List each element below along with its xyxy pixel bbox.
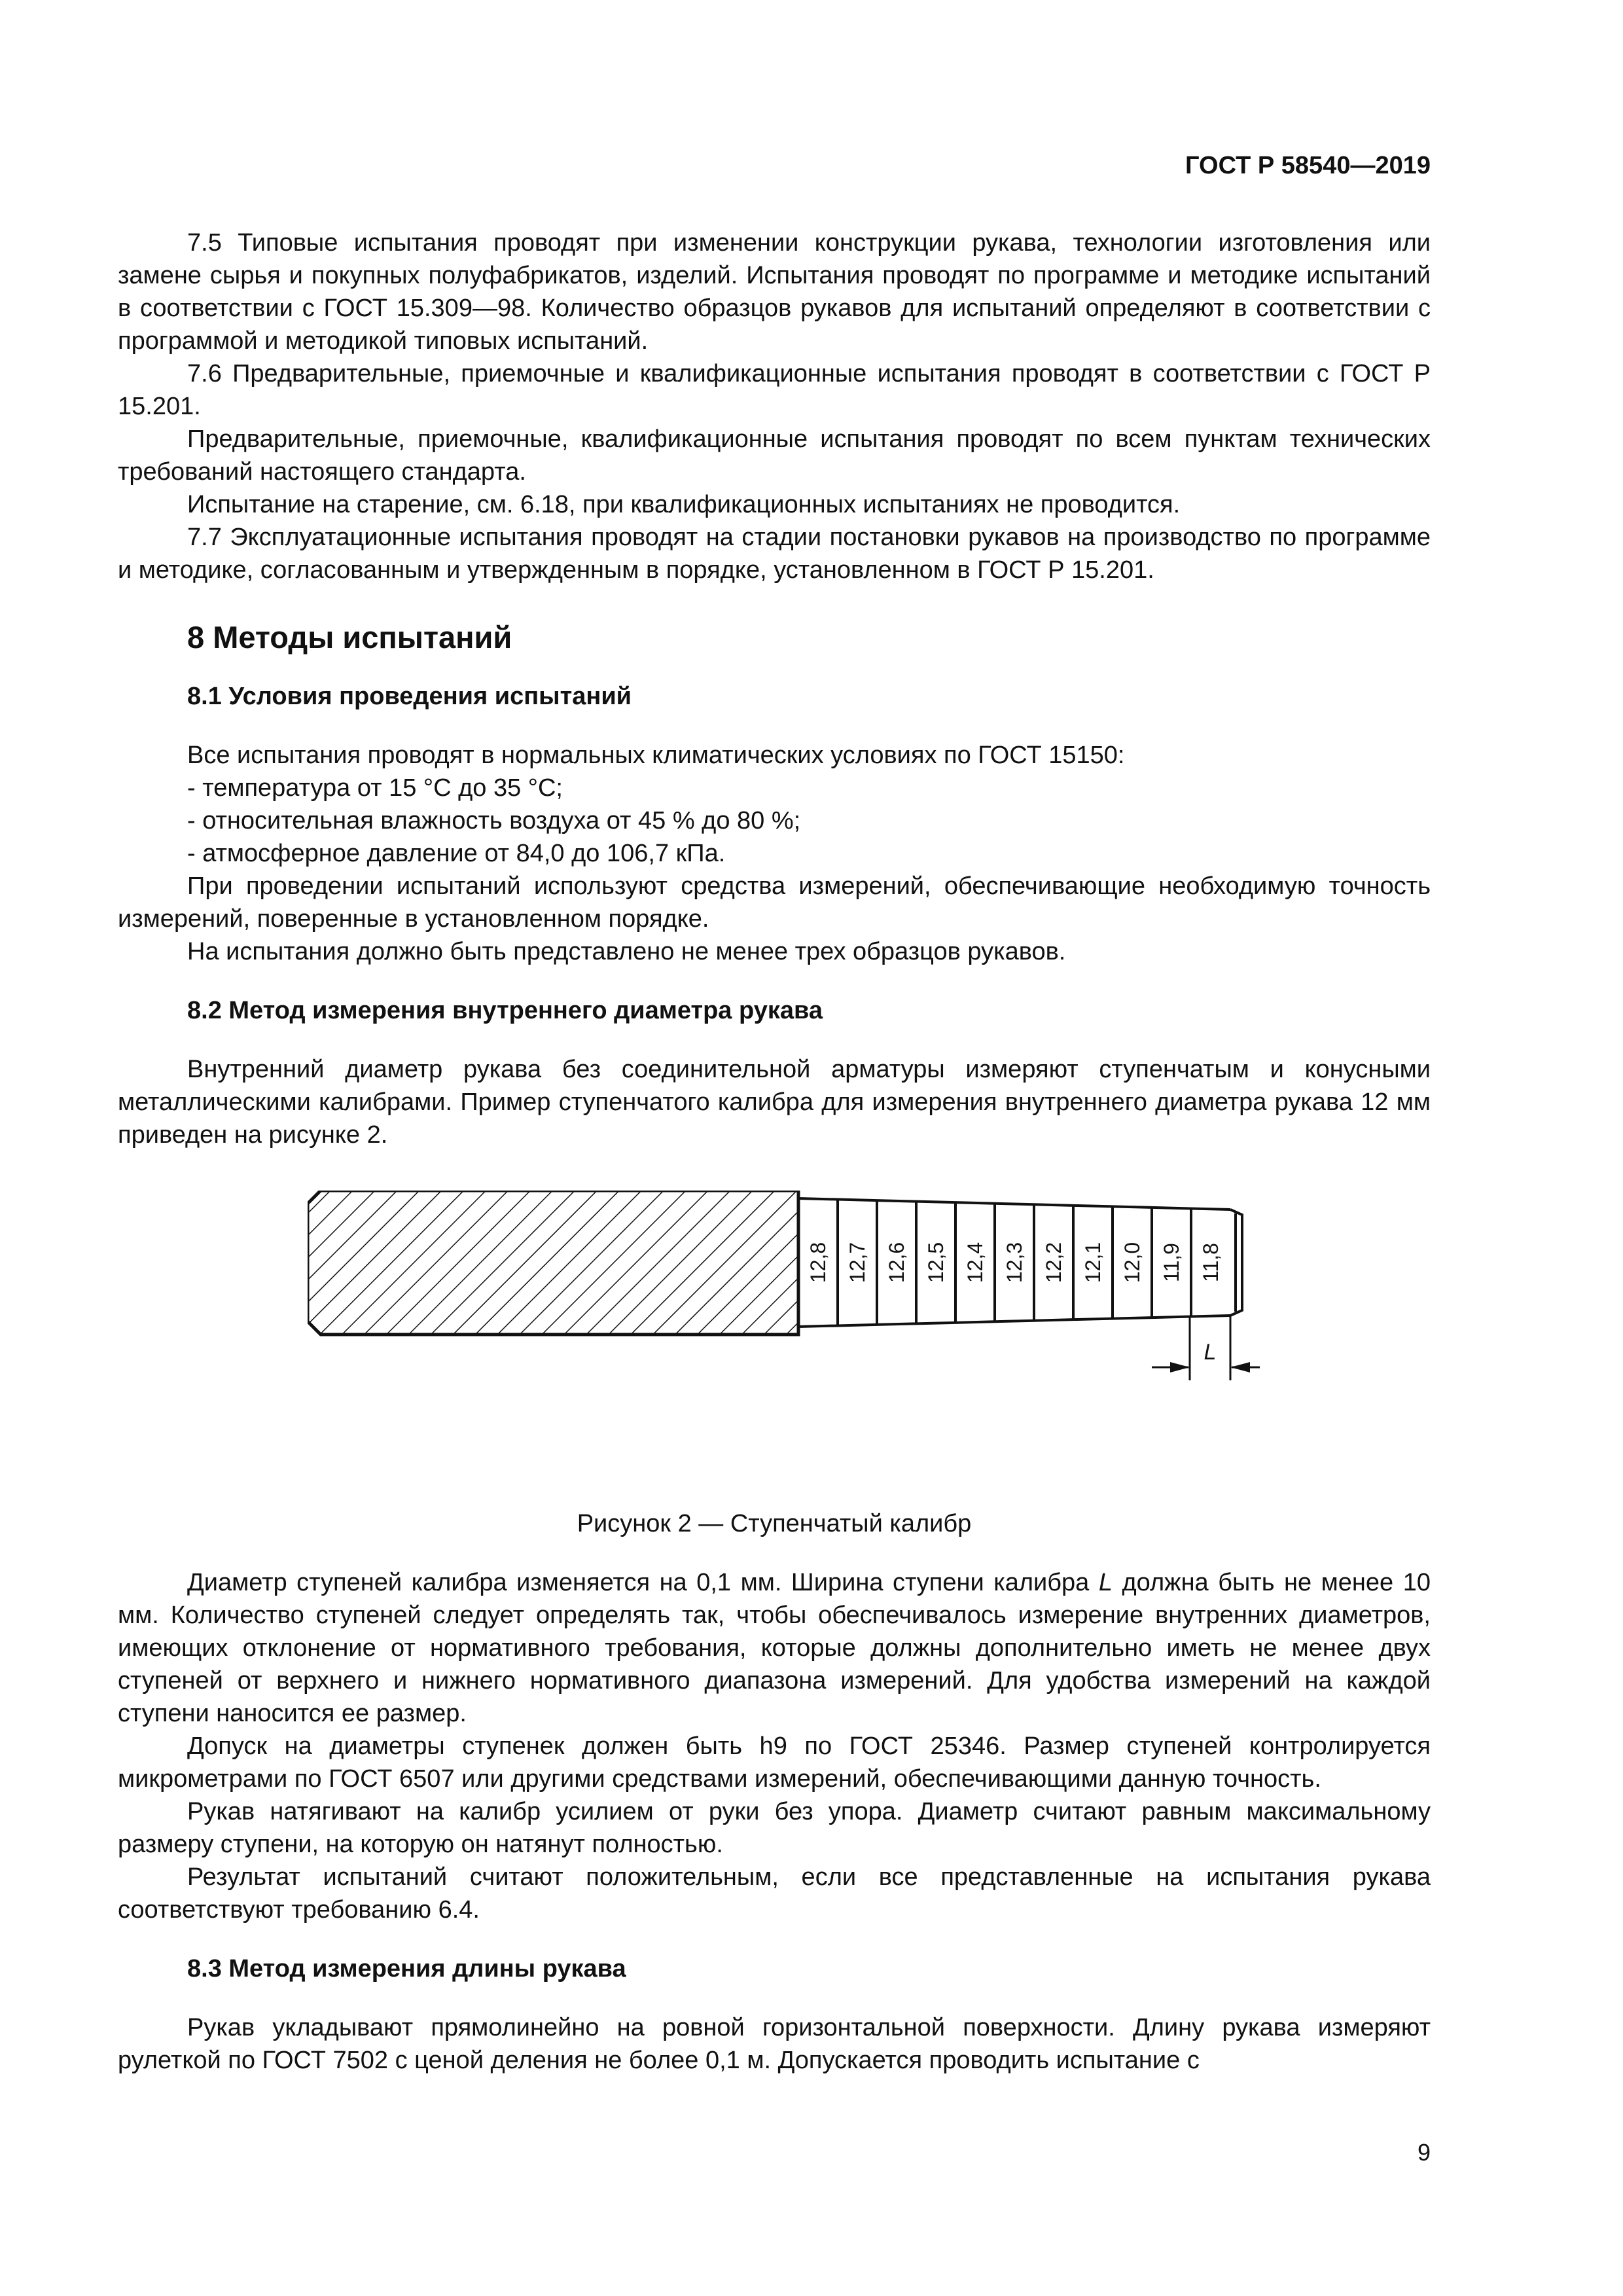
step-label: 12,4 <box>963 1242 987 1283</box>
step-label: 11,9 <box>1160 1243 1183 1282</box>
step-edge-bottom <box>838 1325 877 1326</box>
page-content <box>118 226 1431 2077</box>
list-item-pressure: - атмосферное давление от 84,0 до 106,7 кПа. <box>187 840 726 867</box>
step-edge-top <box>1113 1206 1152 1208</box>
step-label: 12,2 <box>1042 1242 1065 1283</box>
step-edge-bottom <box>1034 1319 1073 1321</box>
paragraph-8-1-instruments: При проведении испытаний используют средства измерений, обеспечивающие необходимую точность измерений, поверенные в установленном порядке. <box>118 872 1431 933</box>
step-edge-top <box>1152 1208 1191 1209</box>
document-header: ГОСТ Р 58540—2019 <box>1185 152 1431 179</box>
paragraph-7-6-c: Испытание на старение, см. 6.18, при квалификационных испытаниях не проводится. <box>187 491 1181 518</box>
gauge-steps <box>798 1198 1230 1327</box>
step-width-text-a: Диаметр ступеней калибра изменяется на 0,1 мм. Ширина ступени калибра <box>187 1569 1099 1596</box>
list-item-humidity: - относительная влажность воздуха от 45 % до 80 %; <box>187 807 801 834</box>
paragraph-8-2-procedure: Рукав натягивают на калибр усилием от руки без упора. Диаметр считают равным максимальному размеру ступени, на которую он натянут полностью. <box>118 1798 1431 1858</box>
step-edge-top <box>955 1202 995 1204</box>
heading-8-2: 8.2 Метод измерения внутреннего диаметра рукава <box>187 997 823 1024</box>
section-8-title: 8 Методы испытаний <box>187 620 512 655</box>
step-width-symbol: L <box>1098 1569 1113 1596</box>
step-edge-top <box>916 1202 955 1203</box>
step-edge-top <box>1191 1208 1230 1210</box>
paragraph-8-2-result: Результат испытаний считают положительным, если все представленные на испытания рукава соответствуют требованию 6.4. <box>118 1863 1431 1924</box>
step-label: 12,1 <box>1081 1242 1105 1283</box>
step-edge-bottom <box>1113 1318 1152 1319</box>
step-edge-bottom <box>1191 1316 1230 1317</box>
paragraph-8-1-samples: На испытания должно быть представлено не менее трех образцов рукавов. <box>187 938 1066 965</box>
paragraph-8-2-step-width <box>118 1566 1431 1730</box>
paragraph-7-7: 7.7 Эксплуатационные испытания проводят на стадии постановки рукавов на производство по программе и методике, согласованным и утвержденным в порядке, установленном в ГОСТ Р 15.201. <box>118 524 1431 584</box>
page-number: 9 <box>1417 2139 1431 2166</box>
step-edge-bottom <box>995 1321 1034 1322</box>
step-label: 12,7 <box>846 1242 869 1283</box>
gauge-tip <box>1230 1210 1242 1316</box>
gauge-handle <box>308 1191 798 1335</box>
figure-step-gauge <box>118 1191 1431 1492</box>
step-edge-bottom <box>916 1323 955 1324</box>
dimension-label-l: L <box>1204 1340 1217 1365</box>
step-label: 12,0 <box>1120 1242 1144 1283</box>
list-item-temperature: - температура от 15 °С до 35 °С; <box>187 774 563 802</box>
step-label: 12,6 <box>885 1242 908 1283</box>
step-edge-top <box>1073 1206 1113 1207</box>
paragraph-7-5: 7.5 Типовые испытания проводят при изменении конструкции рукава, технологии изготовления или замене сырья и покупных полуфабрикатов, изделий. Испытания проводят по программе и методике испытаний в соответствии с ГОСТ 15.309—98. Количество образцов рукавов для испытаний определяют в соответствии с программой и методикой типовых испытаний. <box>118 229 1431 355</box>
paragraph-8-3-intro: Рукав укладывают прямолинейно на ровной горизонтальной поверхности. Длину рукава измеряют рулеткой по ГОСТ 7502 с ценой деления не более 0,1 м. Допускается проводить испытание с <box>118 2014 1431 2074</box>
paragraph-7-6-b: Предварительные, приемочные, квалификационные испытания проводят по всем пунктам технических требований настоящего стандарта. <box>118 425 1431 486</box>
heading-8-1: 8.1 Условия проведения испытаний <box>187 683 632 710</box>
paragraph-7-6: 7.6 Предварительные, приемочные и квалификационные испытания проводят в соответствии с ГОСТ Р 15.201. <box>118 360 1431 420</box>
step-label: 12,8 <box>806 1242 830 1283</box>
step-edge-top <box>995 1204 1034 1205</box>
step-label: 12,3 <box>1003 1242 1026 1283</box>
heading-8-3: 8.3 Метод измерения длины рукава <box>187 1955 626 1982</box>
step-width-text-b: должна быть не менее 10 мм. Количество ступеней следует определять так, чтобы обеспечивалось измерение внутренних диаметров, имеющих отклонение от нормативного требования, которые должны дополнительно иметь не менее двух ступеней от верхнего и нижнего нормативного диапазона измерений. Для удобства измерений на каждой ступени наносится ее размер. <box>118 1569 1431 1727</box>
step-edge-bottom <box>1152 1317 1191 1318</box>
step-edge-top <box>1034 1204 1073 1206</box>
step-edge-bottom <box>798 1325 838 1327</box>
paragraph-8-2-tolerance: Допуск на диаметры ступенек должен быть h9 по ГОСТ 25346. Размер ступеней контролируется микрометрами по ГОСТ 6507 или другими средствами измерений, обеспечивающими данную точность. <box>118 1732 1431 1793</box>
step-edge-bottom <box>955 1321 995 1323</box>
step-edge-top <box>838 1200 877 1201</box>
step-edge-top <box>877 1200 916 1202</box>
step-edge-bottom <box>877 1323 916 1325</box>
step-label: 12,5 <box>924 1242 948 1283</box>
step-edge-top <box>798 1198 838 1200</box>
paragraph-8-2-intro: Внутренний диаметр рукава без соединительной арматуры измеряют ступенчатым и конусными металлическими калибрами. Пример ступенчатого калибра для измерения внутреннего диаметра рукава 12 мм приведен на рисунке 2. <box>118 1056 1431 1149</box>
step-edge-bottom <box>1073 1319 1113 1320</box>
step-gauge-drawing <box>308 1191 1329 1387</box>
figure-caption: Рисунок 2 — Ступенчатый калибр <box>577 1510 972 1537</box>
step-label: 11,8 <box>1199 1243 1222 1282</box>
paragraph-8-1-intro: Все испытания проводят в нормальных климатических условиях по ГОСТ 15150: <box>187 742 1125 769</box>
